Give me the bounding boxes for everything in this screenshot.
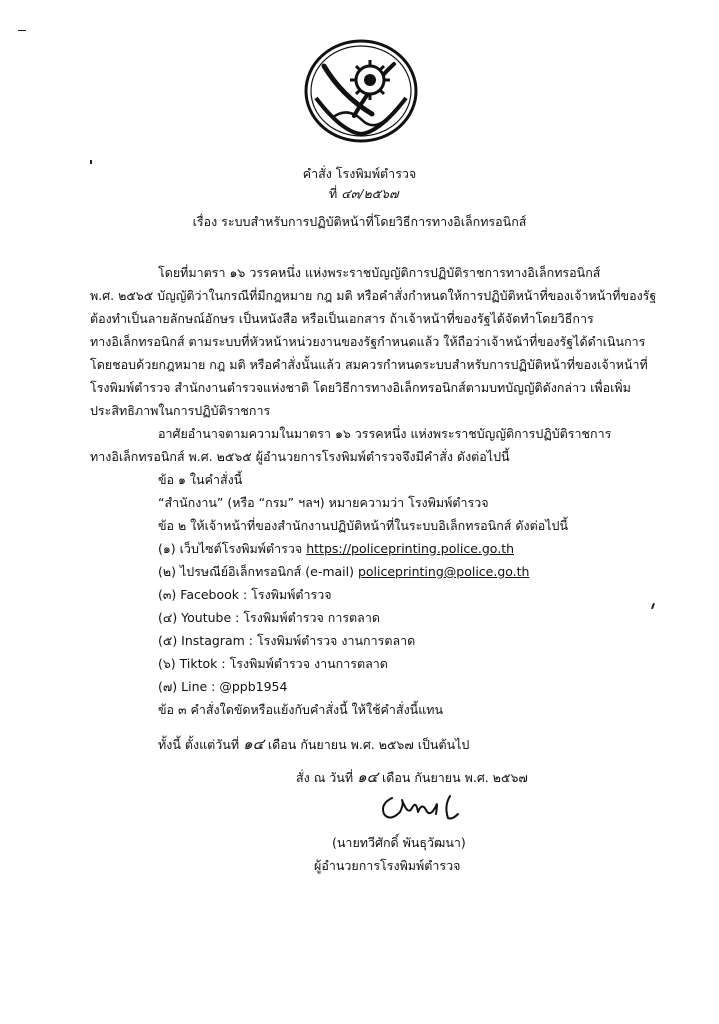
order-number bbox=[329, 185, 399, 203]
para2-line: ทางอิเล็กทรอนิกส์ พ.ศ. ๒๕๖๕ ผู้อำนวยการโรงพิมพ์ตำรวจจึงมีคำสั่ง ดังต่อไปนี้ bbox=[90, 449, 510, 464]
effective-date bbox=[158, 735, 469, 754]
para1-line: ประสิทธิภาพในการปฏิบัติราชการ bbox=[90, 403, 271, 418]
channel-label: (๑) เว็บไซต์โรงพิมพ์ตำรวจ bbox=[158, 541, 303, 556]
para1-line: พ.ศ. ๒๕๖๕ บัญญัติว่าในกรณีที่มีกฎหมาย กฎ มติ หรือคำสั่งกำหนดให้การปฏิบัติหน้าที่ของเจ้าหน้าที่ของรัฐ bbox=[90, 288, 657, 303]
effective-day: ๑๔ bbox=[243, 735, 264, 753]
handwritten-signature bbox=[378, 790, 468, 824]
definition: “สำนักงาน” (หรือ “กรม” ฯลฯ) หมายความว่า โรงพิมพ์ตำรวจ bbox=[158, 495, 489, 510]
order-number-value: ๔๓/๒๕๖๗ bbox=[341, 186, 399, 201]
website-link[interactable]: https://policeprinting.police.go.th bbox=[306, 541, 515, 556]
para1-line: โรงพิมพ์ตำรวจ สำนักงานตำรวจแห่งชาติ โดยวิธีการทางอิเล็กทรอนิกส์ตามบทบัญญัติดังกล่าว เพื่อเพิ่ม bbox=[90, 380, 631, 395]
order-subject: เรื่อง ระบบสำหรับการปฏิบัติหน้าที่โดยวิธีการทางอิเล็กทรอนิกส์ bbox=[192, 214, 527, 229]
clause-1: ข้อ ๑ ในคำสั่งนี้ bbox=[158, 472, 243, 487]
para1-line: ต้องทำเป็นลายลักษณ์อักษร เป็นหนังสือ หรือเป็นเอกสาร ถ้าเจ้าหน้าที่ของรัฐได้จัดทำโดยวิธีการ bbox=[90, 311, 594, 326]
signer-title: ผู้อำนวยการโรงพิมพ์ตำรวจ bbox=[314, 858, 461, 873]
channel-facebook: (๓) Facebook : โรงพิมพ์ตำรวจ bbox=[158, 587, 332, 602]
order-number-prefix: ที่ bbox=[329, 186, 338, 201]
ordered-day: ๑๔ bbox=[357, 768, 378, 786]
channel-email bbox=[158, 563, 529, 581]
email-link[interactable]: policeprinting@police.go.th bbox=[357, 564, 530, 579]
para2-line: อาศัยอำนาจตามความในมาตรา ๑๖ วรรคหนึ่ง แห่งพระราชบัญญัติการปฏิบัติราชการ bbox=[158, 426, 612, 441]
ordered-suffix: เดือน กันยายน พ.ศ. ๒๕๖๗ bbox=[381, 770, 528, 785]
clause-3: ข้อ ๓ คำสั่งใดขัดหรือแย้งกับคำสั่งนี้ ให้ใช้คำสั่งนี้แทน bbox=[158, 702, 444, 717]
para1-line: โดยชอบด้วยกฎหมาย กฎ มติ หรือคำสั่งนั้นแล้ว สมควรกำหนดระบบสำหรับการปฏิบัติหน้าที่ของเจ้าหน้าที่ bbox=[90, 357, 648, 372]
effective-suffix: เดือน กันยายน พ.ศ. ๒๕๖๗ เป็นต้นไป bbox=[267, 737, 470, 752]
channel-website bbox=[158, 540, 514, 558]
channel-line: (๗) Line : @ppb1954 bbox=[158, 679, 288, 694]
effective-prefix: ทั้งนี้ ตั้งแต่วันที่ bbox=[158, 737, 240, 752]
channel-label: (๒) ไปรษณีย์อิเล็กทรอนิกส์ (e-mail) bbox=[158, 564, 354, 579]
channel-instagram: (๕) Instagram : โรงพิมพ์ตำรวจ งานการตลาด bbox=[158, 633, 416, 648]
order-title: คำสั่ง โรงพิมพ์ตำรวจ bbox=[302, 166, 417, 181]
scan-mark bbox=[651, 603, 655, 609]
clause-2: ข้อ ๒ ให้เจ้าหน้าที่ของสำนักงานปฏิบัติหน้าที่ในระบบอิเล็กทรอนิกส์ ดังต่อไปนี้ bbox=[158, 518, 568, 533]
scan-mark bbox=[18, 30, 26, 31]
para1-line: โดยที่มาตรา ๑๖ วรรคหนึ่ง แห่งพระราชบัญญัติการปฏิบัติราชการทางอิเล็กทรอนิกส์ bbox=[158, 265, 601, 280]
police-printing-seal-icon bbox=[302, 36, 420, 146]
channel-youtube: (๔) Youtube : โรงพิมพ์ตำรวจ การตลาด bbox=[158, 610, 380, 625]
ordered-prefix: สั่ง ณ วันที่ bbox=[296, 770, 354, 785]
para1-line: ทางอิเล็กทรอนิกส์ ตามระบบที่หัวหน้าหน่วยงานของรัฐกำหนดแล้ว ให้ถือว่าเจ้าหน้าที่ของรัฐได้ดำเนินการ bbox=[90, 334, 646, 349]
signer-name: (นายทวีศักดิ์ พันธุวัฒนา) bbox=[332, 835, 466, 850]
scan-mark bbox=[90, 160, 92, 164]
ordered-date bbox=[296, 768, 528, 787]
channel-tiktok: (๖) Tiktok : โรงพิมพ์ตำรวจ งานการตลาด bbox=[158, 656, 388, 671]
